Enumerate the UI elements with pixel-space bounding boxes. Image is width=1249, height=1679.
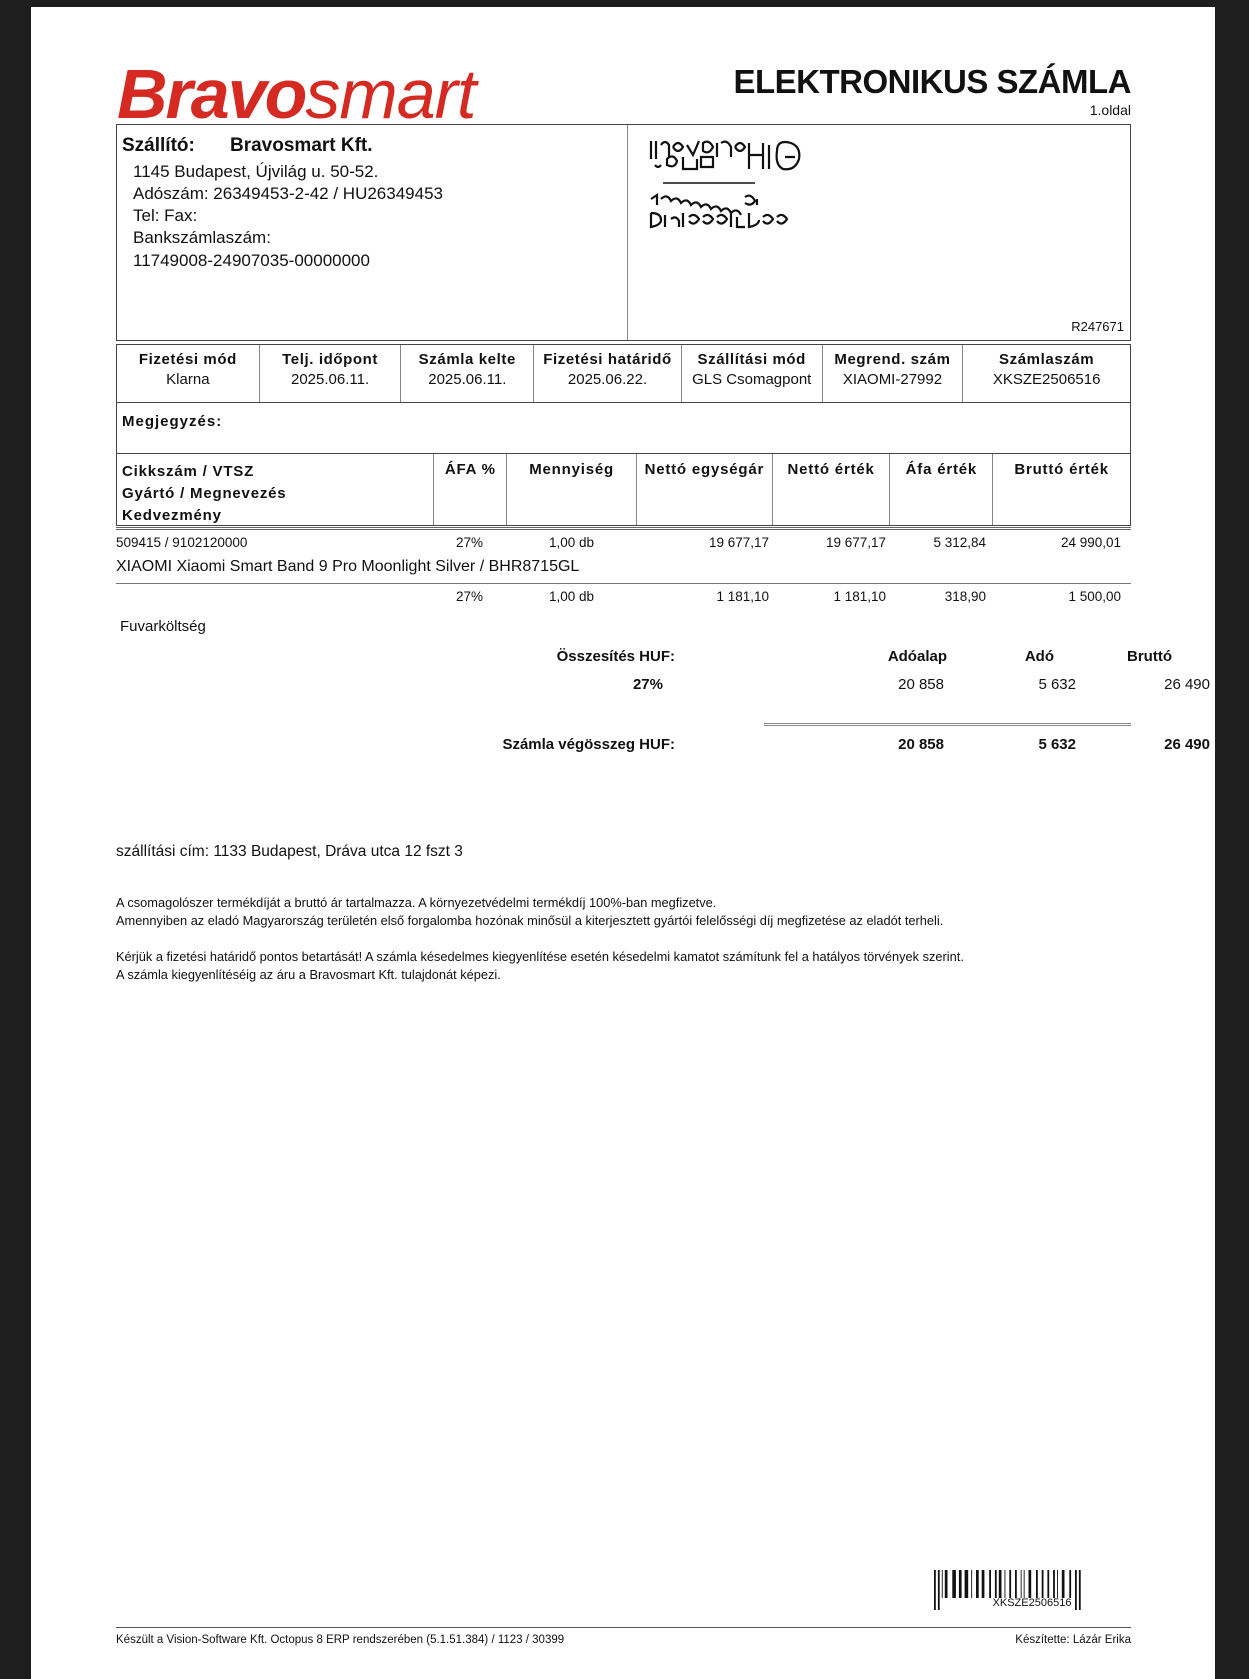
brand-logo	[117, 55, 476, 133]
buyer-section	[627, 125, 1132, 342]
header-quantity: Mennyiség	[507, 454, 637, 525]
redacted-buyer-name	[645, 133, 845, 243]
info-label: Telj. időpont	[282, 351, 378, 368]
buyer-reference: R247671	[1071, 319, 1124, 334]
supplier-name: Bravosmart Kft.	[230, 135, 373, 156]
barcode-bar	[1047, 1570, 1049, 1598]
info-value: 2025.06.11.	[428, 371, 507, 388]
row-separator	[116, 583, 1131, 584]
summary-label: Összesítés HUF:	[556, 648, 675, 665]
total-gross: 26 490	[1164, 736, 1210, 753]
table-row	[116, 589, 1131, 607]
header-unit-net-price: Nettó egységár	[637, 454, 773, 525]
barcode-bar	[945, 1570, 948, 1598]
info-value: 2025.06.22.	[567, 371, 648, 388]
header-code-label: Cikkszám / VTSZ	[122, 463, 255, 480]
header-item-description	[117, 454, 434, 525]
item-net: 19 677,17	[825, 535, 886, 550]
table-row	[116, 535, 1131, 553]
item-code: 509415 / 9102120000	[116, 535, 248, 550]
header-discount-label: Kedvezmény	[122, 507, 222, 524]
supplier-tax-number: Adószám: 26349453-2-42 / HU26349453	[133, 184, 443, 203]
header-net-value: Nettó érték	[773, 454, 891, 525]
item-vat: 27%	[456, 589, 484, 604]
barcode-text: XKSZE2506516	[992, 1597, 1072, 1609]
barcode-bar	[952, 1570, 956, 1598]
barcode-bar	[989, 1570, 991, 1598]
logo-bold-text: Bravo	[117, 55, 306, 133]
info-label: Szállítási mód	[697, 351, 806, 368]
info-order-number	[823, 345, 964, 402]
info-fulfillment-date	[260, 345, 402, 402]
supplier-label: Szállító:	[122, 135, 195, 156]
item-qty: 1,00 db	[549, 535, 595, 550]
info-invoice-date	[401, 345, 534, 402]
info-label: Fizetési határidő	[543, 351, 672, 368]
barcode-bar	[1021, 1570, 1022, 1598]
invoice-page	[31, 7, 1215, 1679]
total-base: 20 858	[898, 736, 944, 753]
note-line: A csomagolószer termékdíját a bruttó ár tartalmazza. A környezetvédelmi termékdíj 100%-ban megfizetve.	[116, 895, 717, 910]
total-tax: 5 632	[1038, 736, 1076, 753]
supplier-buyer-box	[116, 124, 1131, 341]
info-payment-deadline	[534, 345, 682, 402]
info-shipping-method	[682, 345, 823, 402]
supplier-bank-account: 11749008-24907035-00000000	[133, 251, 370, 270]
footer-separator	[116, 1627, 1131, 1628]
note-box	[116, 402, 1131, 454]
info-value: XKSZE2506516	[992, 371, 1101, 388]
summary-tax: 5 632	[1038, 676, 1076, 693]
barcode-bar	[995, 1570, 997, 1598]
note-line: Amennyiben az eladó Magyarország területén első forgalomba hozónak minősül a kiterjesztett gyártói felelősségi díj megfizetése az eladót terheli.	[116, 913, 944, 928]
supplier-bank-label: Bankszámlaszám:	[133, 228, 271, 247]
summary-col-tax: Adó	[1024, 648, 1054, 665]
total-label: Számla végösszeg HUF:	[502, 736, 675, 753]
item-vat-amount: 318,90	[944, 589, 986, 604]
barcode-bar	[959, 1570, 962, 1598]
header-vat-percent: ÁFA %	[434, 454, 507, 525]
note-line: Kérjük a fizetési határidő pontos betartását! A számla késedelmes kiegyenlítése esetén késedelmi kamatot számítunk fel a hatályos törvények szerint.	[116, 949, 964, 964]
item-unit-net: 1 181,10	[716, 589, 769, 604]
barcode-bar	[1005, 1570, 1006, 1598]
info-value: Klarna	[166, 371, 210, 388]
barcode-bar	[976, 1570, 979, 1598]
summary-rate: 27%	[632, 676, 663, 693]
info-label: Megrend. szám	[834, 351, 951, 368]
info-label: Számla kelte	[418, 351, 516, 368]
barcode-bar	[1069, 1570, 1071, 1598]
item-vat: 27%	[456, 535, 484, 550]
barcode-bar	[1042, 1570, 1044, 1598]
item-gross: 1 500,00	[1068, 589, 1121, 604]
note-line: A számla kiegyenlítéséig az áru a Bravosmart Kft. tulajdonát képezi.	[116, 967, 501, 982]
item-description: XIAOMI Xiaomi Smart Band 9 Pro Moonlight Silver / BHR8715GL	[116, 558, 580, 575]
info-value: GLS Csomagpont	[692, 371, 812, 388]
items-table-header	[116, 453, 1131, 526]
barcode-bar	[942, 1570, 943, 1598]
barcode-bar	[965, 1570, 969, 1598]
invoice-info-row	[116, 344, 1131, 403]
shipping-address: szállítási cím: 1133 Budapest, Dráva utca 12 fszt 3	[116, 843, 463, 860]
page-number: 1.oldal	[1089, 102, 1131, 118]
barcode-bar	[1015, 1570, 1017, 1598]
header-name-label: Gyártó / Megnevezés	[122, 485, 287, 502]
info-invoice-number	[963, 345, 1130, 402]
info-value: XIAOMI-27992	[842, 371, 943, 388]
total-separator	[764, 723, 1131, 726]
item-gross: 24 990,01	[1060, 535, 1121, 550]
summary-base: 20 858	[898, 676, 944, 693]
info-payment-method	[117, 345, 260, 402]
barcode-bar	[982, 1570, 985, 1598]
supplier-address: 1145 Budapest, Újvilág u. 50-52.	[133, 162, 379, 181]
header-gross-value: Bruttó érték	[1014, 461, 1109, 478]
barcode-bar	[1053, 1570, 1055, 1598]
item-net: 1 181,10	[833, 589, 886, 604]
logo-light-text: smart	[305, 55, 476, 133]
summary-col-base: Adóalap	[887, 648, 947, 665]
item-vat-amount: 5 312,84	[933, 535, 986, 550]
footer-software-credit: Készült a Vision-Software Kft. Octopus 8 ERP rendszerében (5.1.51.384) / 1123 / 30399	[116, 1634, 565, 1646]
barcode-bar	[1057, 1570, 1058, 1598]
summary-gross: 26 490	[1164, 676, 1210, 693]
barcode-bar	[971, 1570, 972, 1598]
barcode-bar	[1062, 1570, 1065, 1598]
barcode-bar	[999, 1570, 1002, 1598]
barcode-bar	[1036, 1570, 1038, 1598]
footer-prepared-by: Készítette: Lázár Erika	[1015, 1634, 1131, 1646]
document-title: ELEKTRONIKUS SZÁMLA	[733, 63, 1131, 100]
header-double-line	[116, 527, 1131, 530]
barcode-bar	[1024, 1570, 1025, 1598]
item-description: Fuvarköltség	[120, 618, 206, 635]
header-vat-value: Áfa érték	[890, 454, 993, 525]
info-value: 2025.06.11.	[291, 371, 370, 388]
item-unit-net: 19 677,17	[708, 535, 769, 550]
summary-col-gross: Bruttó	[1127, 648, 1172, 665]
info-label: Fizetési mód	[138, 351, 237, 368]
item-qty: 1,00 db	[549, 589, 595, 604]
note-label: Megjegyzés:	[122, 413, 223, 430]
info-label: Számlaszám	[999, 351, 1095, 368]
barcode-bar	[1009, 1570, 1011, 1598]
barcode-bar	[1029, 1570, 1032, 1598]
supplier-tel-fax: Tel: Fax:	[133, 206, 198, 225]
